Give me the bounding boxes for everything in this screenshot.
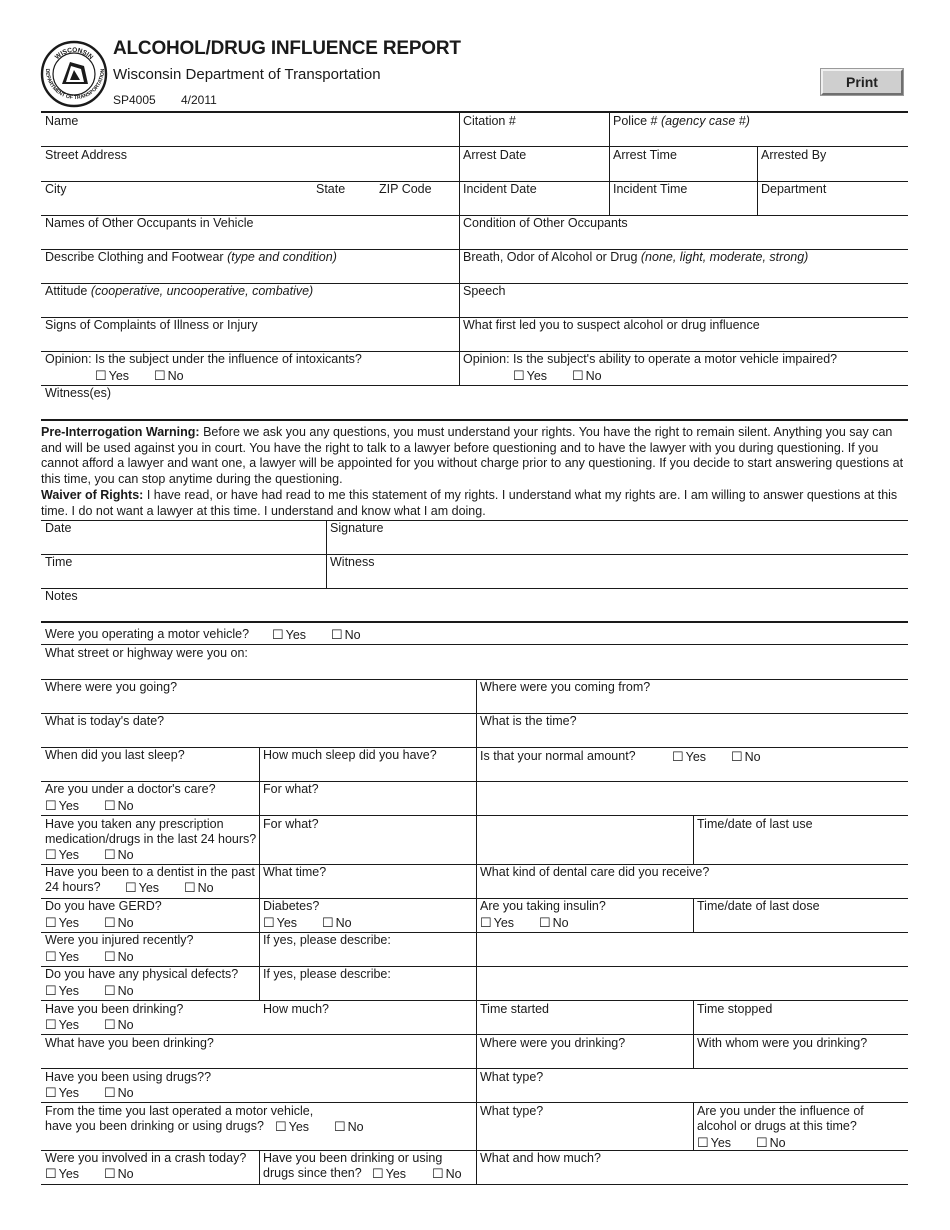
what-how-much-field[interactable]: What and how much? — [480, 1151, 601, 1165]
normal-amount-yes-checkbox[interactable] — [672, 749, 706, 766]
injury-description-field[interactable]: If yes, please describe: — [263, 933, 391, 947]
under-influence-label-line-1: Are you under the influence of — [697, 1104, 864, 1118]
svg-text:WISCONSIN — [54, 47, 94, 61]
column-divider — [693, 899, 694, 932]
prescription-yes-checkbox[interactable] — [45, 847, 79, 864]
yes-label: Yes — [385, 1167, 407, 1181]
incident-time-field[interactable]: Incident Time — [613, 182, 688, 196]
opinion-intoxicants-label: Opinion: Is the subject under the influence of intoxicants? — [45, 352, 362, 366]
operating-vehicle-label: Were you operating a motor vehicle? — [45, 627, 250, 641]
zip-field[interactable]: ZIP Code — [379, 182, 432, 196]
gerd-no-checkbox[interactable] — [104, 915, 134, 932]
yes-label: Yes — [58, 916, 80, 930]
first-led-field[interactable]: What first led you to suspect alcohol or drug influence — [463, 318, 760, 332]
checkbox-icon: ☐ — [104, 1166, 116, 1181]
crash-no-checkbox[interactable] — [104, 1166, 134, 1183]
rule — [41, 385, 908, 386]
checkbox-icon: ☐ — [45, 1166, 57, 1181]
warning-heading: Pre-Interrogation Warning: — [41, 425, 200, 439]
no-label: No — [117, 950, 134, 964]
prescription-label-line-2: medication/drugs in the last 24 hours? — [45, 832, 257, 846]
physical-defects-label: Do you have any physical defects? — [45, 967, 239, 981]
no-label: No — [117, 984, 134, 998]
normal-amount-label: Is that your normal amount? — [480, 749, 636, 763]
prescription-no-checkbox[interactable] — [104, 847, 134, 864]
arrest-date-field[interactable]: Arrest Date — [463, 148, 527, 162]
state-field[interactable]: State — [316, 182, 346, 196]
last-dose-field[interactable]: Time/date of last dose — [697, 899, 820, 913]
doctor-care-label: Are you under a doctor's care? — [45, 782, 216, 796]
no-label: No — [117, 916, 134, 930]
where-drinking-field[interactable]: Where were you drinking? — [480, 1036, 626, 1050]
waiver-time-field[interactable]: Time — [45, 555, 73, 569]
where-coming-field[interactable]: Where were you coming from? — [480, 680, 651, 694]
checkbox-icon: ☐ — [272, 627, 284, 642]
insulin-no-checkbox[interactable] — [539, 915, 569, 932]
defects-description-field[interactable]: If yes, please describe: — [263, 967, 391, 981]
yes-label: Yes — [58, 1167, 80, 1181]
checkbox-icon: ☐ — [95, 368, 107, 383]
yes-label: Yes — [58, 799, 80, 813]
form-date: 4/2011 — [181, 93, 217, 107]
column-divider — [609, 112, 610, 215]
opinion-impaired-label: Opinion: Is the subject's ability to operate a motor vehicle impaired? — [463, 352, 838, 366]
rule — [41, 815, 908, 816]
opinion-impaired-no-checkbox[interactable] — [572, 368, 602, 385]
since-operated-yes-checkbox[interactable] — [275, 1119, 309, 1136]
no-label: No — [167, 369, 184, 383]
rule — [41, 1000, 908, 1001]
column-divider — [259, 748, 260, 1000]
where-going-field[interactable]: Where were you going? — [45, 680, 178, 694]
column-divider — [693, 1103, 694, 1150]
time-stopped-field[interactable]: Time stopped — [697, 1002, 773, 1016]
no-label: No — [117, 848, 134, 862]
checkbox-icon: ☐ — [731, 749, 743, 764]
insulin-label: Are you taking insulin? — [480, 899, 606, 913]
checkbox-icon: ☐ — [104, 983, 116, 998]
drugs-yes-checkbox[interactable] — [45, 1085, 79, 1102]
checkbox-icon: ☐ — [45, 1085, 57, 1100]
clothing-label: Describe Clothing and Footwear — [45, 250, 224, 264]
incident-date-field[interactable]: Incident Date — [463, 182, 537, 196]
yes-label: Yes — [138, 881, 160, 895]
checkbox-icon: ☐ — [697, 1135, 709, 1150]
checkbox-icon: ☐ — [104, 847, 116, 862]
checkbox-icon: ☐ — [104, 915, 116, 930]
yes-label: Yes — [108, 369, 130, 383]
no-label: No — [744, 750, 761, 764]
section-3-top-rule — [41, 621, 908, 623]
checkbox-icon: ☐ — [322, 915, 334, 930]
speech-field[interactable]: Speech — [463, 284, 506, 298]
last-use-field[interactable]: Time/date of last use — [697, 817, 813, 831]
rule — [41, 1068, 908, 1069]
illness-field[interactable]: Signs of Complaints of Illness or Injury — [45, 318, 258, 332]
column-divider — [693, 816, 694, 864]
checkbox-icon: ☐ — [125, 880, 137, 895]
checkbox-icon: ☐ — [263, 915, 275, 930]
dentist-yes-checkbox[interactable] — [125, 880, 159, 897]
waiver-text: I have read, or have had read to me this statement of my rights. I understand what my rights are. I am willing to answer questions at this time. I do not want a lawyer at this time. I understand and know what I am doing. — [41, 488, 898, 518]
checkbox-icon: ☐ — [45, 983, 57, 998]
yes-label: Yes — [58, 1018, 80, 1032]
drinking-yes-checkbox[interactable] — [45, 1017, 79, 1034]
drinking-label: Have you been drinking? — [45, 1002, 184, 1016]
whom-drinking-field[interactable]: With whom were you drinking? — [697, 1036, 868, 1050]
city-field[interactable]: City — [45, 182, 67, 196]
yes-label: Yes — [685, 750, 707, 764]
dentist-time-field[interactable]: What time? — [263, 865, 327, 879]
police-case-field[interactable] — [613, 114, 750, 130]
checkbox-icon: ☐ — [45, 1017, 57, 1032]
report-title: ALCOHOL/DRUG INFLUENCE REPORT — [113, 38, 461, 59]
waiver-date-field[interactable]: Date — [45, 521, 72, 535]
no-label: No — [347, 1120, 364, 1134]
no-label: No — [335, 916, 352, 930]
operating-no-checkbox[interactable] — [331, 627, 361, 644]
checkbox-icon: ☐ — [372, 1166, 384, 1181]
crash-label: Were you involved in a crash today? — [45, 1151, 247, 1165]
checkbox-icon: ☐ — [104, 798, 116, 813]
breath-odor-field[interactable] — [463, 250, 808, 266]
no-label: No — [585, 369, 602, 383]
dentist-no-checkbox[interactable] — [184, 880, 214, 897]
defects-yes-checkbox[interactable] — [45, 983, 79, 1000]
since-operated-type-field[interactable]: What type? — [480, 1104, 544, 1118]
checkbox-icon: ☐ — [45, 949, 57, 964]
rule — [41, 146, 908, 147]
rule — [41, 644, 908, 645]
no-label: No — [552, 916, 569, 930]
using-drugs-label: Have you been using drugs?? — [45, 1070, 212, 1084]
column-divider — [259, 1151, 260, 1184]
attitude-label: Attitude — [45, 284, 88, 298]
section-2-top-rule — [41, 419, 908, 421]
checkbox-icon: ☐ — [756, 1135, 768, 1150]
column-divider — [326, 521, 327, 588]
yes-label: Yes — [526, 369, 548, 383]
normal-amount-no-checkbox[interactable] — [731, 749, 761, 766]
yes-label: Yes — [58, 950, 80, 964]
diabetes-no-checkbox[interactable] — [322, 915, 352, 932]
condition-occupants-field[interactable]: Condition of Other Occupants — [463, 216, 628, 230]
doctor-care-yes-checkbox[interactable] — [45, 798, 79, 815]
no-label: No — [197, 881, 214, 895]
yes-label: Yes — [710, 1136, 732, 1150]
rule — [41, 713, 908, 714]
other-occupants-field[interactable]: Names of Other Occupants in Vehicle — [45, 216, 254, 230]
prescription-label-line-1: Have you taken any prescription — [45, 817, 224, 831]
checkbox-icon: ☐ — [45, 915, 57, 930]
police-case-note: (agency case #) — [660, 114, 750, 128]
dentist-label-line-2: 24 hours? — [45, 880, 101, 894]
column-divider — [757, 147, 758, 215]
signature-field[interactable]: Signature — [330, 521, 384, 535]
checkbox-icon: ☐ — [513, 368, 525, 383]
injured-label: Were you injured recently? — [45, 933, 194, 947]
yes-label: Yes — [285, 628, 307, 642]
since-then-yes-checkbox[interactable] — [372, 1166, 406, 1183]
breath-note: (none, light, moderate, strong) — [640, 250, 809, 264]
arrest-time-field[interactable]: Arrest Time — [613, 148, 677, 162]
injured-no-checkbox[interactable] — [104, 949, 134, 966]
form-number: SP4005 — [113, 93, 156, 107]
since-then-no-checkbox[interactable] — [432, 1166, 462, 1183]
under-influence-yes-checkbox[interactable] — [697, 1135, 731, 1152]
prescription-reason-field[interactable]: For what? — [263, 817, 319, 831]
no-label: No — [769, 1136, 786, 1150]
checkbox-icon: ☐ — [275, 1119, 287, 1134]
rule — [41, 554, 908, 555]
rule — [41, 1184, 908, 1185]
diabetes-yes-checkbox[interactable] — [263, 915, 297, 932]
section-1-top-rule — [41, 111, 908, 113]
gerd-label: Do you have GERD? — [45, 899, 162, 913]
doctor-care-reason-field[interactable]: For what? — [263, 782, 319, 796]
no-label: No — [445, 1167, 462, 1181]
warning-text: Before we ask you any questions, you must understand your rights. You have the right to remain silent. Anything you say can and will be used against you in court. You have the right to talk to a lawyer before questioning and to have the lawyer with you during questioning. If you cannot afford a lawyer and want one, a lawyer will be appointed for you without charge prior to any questioning. If you decide to start answering questions at this time, you can stop anytime during the questioning. — [41, 425, 904, 486]
clothing-field[interactable] — [45, 250, 337, 266]
checkbox-icon: ☐ — [104, 1085, 116, 1100]
what-drinking-field[interactable]: What have you been drinking? — [45, 1036, 214, 1050]
column-divider — [693, 1001, 694, 1068]
rule — [41, 1102, 908, 1103]
witnesses-field[interactable]: Witness(es) — [45, 386, 111, 400]
police-case-label: Police # — [613, 114, 658, 128]
arrested-by-field[interactable]: Arrested By — [761, 148, 827, 162]
since-then-label-line-1: Have you been drinking or using — [263, 1151, 443, 1165]
checkbox-icon: ☐ — [154, 368, 166, 383]
attitude-note: (cooperative, uncooperative, combative) — [90, 284, 314, 298]
seal-text-top: WISCONSIN — [53, 46, 95, 62]
clothing-note: (type and condition) — [227, 250, 337, 264]
crash-yes-checkbox[interactable] — [45, 1166, 79, 1183]
checkbox-icon: ☐ — [104, 1017, 116, 1032]
checkbox-icon: ☐ — [331, 627, 343, 642]
since-then-label-line-2: drugs since then? — [263, 1166, 362, 1180]
checkbox-icon: ☐ — [672, 749, 684, 764]
dentist-label-line-1: Have you been to a dentist in the past — [45, 865, 255, 879]
insulin-yes-checkbox[interactable] — [480, 915, 514, 932]
no-label: No — [117, 1167, 134, 1181]
since-operated-label-line-1: From the time you last operated a motor vehicle, — [45, 1104, 314, 1118]
no-label: No — [344, 628, 361, 642]
name-field[interactable]: Name — [45, 114, 79, 128]
sleep-amount-field[interactable]: How much sleep did you have? — [263, 748, 437, 762]
attitude-field[interactable] — [45, 284, 313, 300]
street-address-field[interactable]: Street Address — [45, 148, 127, 162]
rule — [41, 1034, 908, 1035]
rule — [41, 588, 908, 589]
diabetes-label: Diabetes? — [263, 899, 320, 913]
last-sleep-field[interactable]: When did you last sleep? — [45, 748, 185, 762]
under-influence-no-checkbox[interactable] — [756, 1135, 786, 1152]
yes-label: Yes — [58, 1086, 80, 1100]
rule — [41, 520, 908, 521]
current-time-field[interactable]: What is the time? — [480, 714, 577, 728]
since-operated-no-checkbox[interactable] — [334, 1119, 364, 1136]
since-operated-label-line-2: have you been drinking or using drugs? — [45, 1119, 264, 1133]
column-divider — [476, 680, 477, 1184]
no-label: No — [117, 799, 134, 813]
drinking-no-checkbox[interactable] — [104, 1017, 134, 1034]
checkbox-icon: ☐ — [184, 880, 196, 895]
dental-care-field[interactable]: What kind of dental care did you receive? — [480, 865, 710, 879]
street-highway-field[interactable]: What street or highway were you on: — [45, 646, 248, 660]
checkbox-icon: ☐ — [45, 798, 57, 813]
checkbox-icon: ☐ — [539, 915, 551, 930]
wisconsin-dot-seal — [40, 40, 108, 108]
waiver-of-rights — [41, 488, 905, 519]
yes-label: Yes — [58, 984, 80, 998]
injured-yes-checkbox[interactable] — [45, 949, 79, 966]
print-button[interactable]: Print — [821, 69, 903, 95]
notes-field[interactable]: Notes — [45, 589, 78, 603]
drug-type-field[interactable]: What type? — [480, 1070, 544, 1084]
yes-label: Yes — [493, 916, 515, 930]
opinion-intoxicants-no-checkbox[interactable] — [154, 368, 184, 385]
yes-label: Yes — [58, 848, 80, 862]
yes-label: Yes — [276, 916, 298, 930]
checkbox-icon: ☐ — [45, 847, 57, 862]
operating-yes-checkbox[interactable] — [272, 627, 306, 644]
todays-date-field[interactable]: What is today's date? — [45, 714, 165, 728]
department-field[interactable]: Department — [761, 182, 827, 196]
breath-label: Breath, Odor of Alcohol or Drug — [463, 250, 638, 264]
citation-field[interactable]: Citation # — [463, 114, 516, 128]
how-much-field[interactable]: How much? — [263, 1002, 329, 1016]
opinion-impaired-yes-checkbox[interactable] — [513, 368, 547, 385]
no-label: No — [117, 1018, 134, 1032]
under-influence-label-line-2: alcohol or drugs at this time? — [697, 1119, 857, 1133]
time-started-field[interactable]: Time started — [480, 1002, 550, 1016]
pre-interrogation-warning — [41, 425, 905, 487]
checkbox-icon: ☐ — [572, 368, 584, 383]
checkbox-icon: ☐ — [334, 1119, 346, 1134]
column-divider — [459, 112, 460, 385]
checkbox-icon: ☐ — [104, 949, 116, 964]
doctor-care-no-checkbox[interactable] — [104, 798, 134, 815]
waiver-heading: Waiver of Rights: — [41, 488, 144, 502]
defects-no-checkbox[interactable] — [104, 983, 134, 1000]
waiver-witness-field[interactable]: Witness — [330, 555, 375, 569]
checkbox-icon: ☐ — [432, 1166, 444, 1181]
gerd-yes-checkbox[interactable] — [45, 915, 79, 932]
checkbox-icon: ☐ — [480, 915, 492, 930]
department-name: Wisconsin Department of Transportation — [113, 66, 381, 83]
seal-text-bottom: DEPARTMENT OF TRANSPORTATION — [43, 68, 107, 102]
opinion-intoxicants-yes-checkbox[interactable] — [95, 368, 129, 385]
yes-label: Yes — [288, 1120, 310, 1134]
no-label: No — [117, 1086, 134, 1100]
drugs-no-checkbox[interactable] — [104, 1085, 134, 1102]
